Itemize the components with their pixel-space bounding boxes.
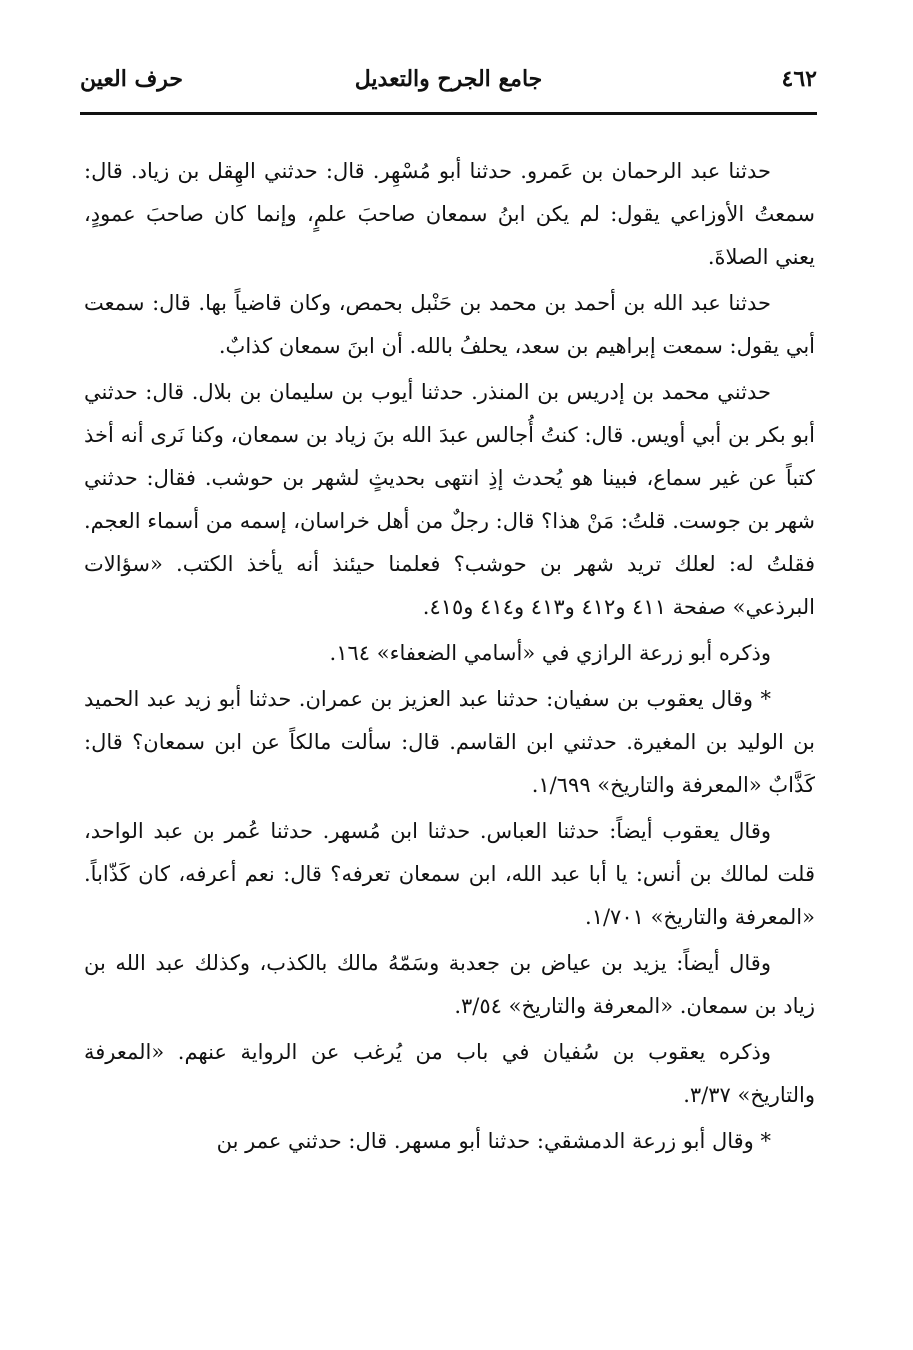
paragraph: * وقال يعقوب بن سفيان: حدثنا عبد العزيز بن عمران. حدثنا أبو زيد عبد الحميد بن الوليد بن المغيرة. حدثني ابن القاسم. قال: سألت مالكاً عن ابن سمعان؟ قال: كَذَّابٌ «المعرفة والتاريخ» ١/٦٩٩. — [84, 687, 815, 797]
paragraph: وقال أيضاً: يزيد بن عياض بن جعدبة وسَمّهُ مالك بالكذب، وكذلك عبد الله بن زياد بن سمعان. «المعرفة والتاريخ» ٣/٥٤. — [84, 951, 815, 1018]
header-rule — [80, 112, 817, 115]
paragraph: وذكره أبو زرعة الرازي في «أسامي الضعفاء» ١٦٤. — [329, 641, 771, 665]
paragraph: حدثنا عبد الله بن أحمد بن محمد بن حَنْبل بحمص، وكان قاضياً بها. قال: سمعت أبي يقول: سمعت إبراهيم بن سعد، يحلفُ بالله. أن ابنَ سمعان كذابٌ. — [84, 291, 815, 358]
paragraph: حدثني محمد بن إدريس بن المنذر. حدثنا أيوب بن سليمان بن بلال. قال: حدثني أبو بكر بن أبي أويس. قال: كنتُ أُجالس عبدَ الله بنَ زياد بن سمعان، وكنا نَرى أنه أخذ كتباً عن غير سماع، فبينا هو يُحدث إذِ انتهى بحديثٍ لشهر بن حوشب. فقال: حدثني شهر بن جوست. قلتُ: مَنْ هذا؟ قال: رجلٌ من أهل خراسان، إسمه من أسماء العجم. فقلتُ له: لعلك تريد شهر بن حوشب؟ فعلمنا حيئنذ أنه يأخذ الكتب. «سؤالات البرذعي» صفحة ٤١١ و٤١٢ و٤١٣ و٤١٤ و٤١٥. — [84, 380, 815, 619]
section-title: حرف العين — [80, 66, 184, 92]
page-number: ٤٦٢ — [781, 66, 817, 92]
paragraph: حدثنا عبد الرحمان بن عَمرو. حدثنا أبو مُسْهِر. قال: حدثني الهِقل بن زياد. قال: سمعتُ الأوزاعي يقول: لم يكن ابنُ سمعان صاحبَ علمٍ، وإنما كان صاحبَ عمودٍ، يعني الصلاةَ. — [84, 159, 815, 269]
paragraph: وذكره يعقوب بن سُفيان في باب من يُرغب عن الرواية عنهم. «المعرفة والتاريخ» ٣/٣٧. — [84, 1040, 815, 1107]
page-header — [80, 58, 817, 110]
body-text — [84, 150, 815, 1310]
paragraph: * وقال أبو زرعة الدمشقي: حدثنا أبو مسهر. قال: حدثني عمر بن — [216, 1129, 771, 1153]
paragraph: وقال يعقوب أيضاً: حدثنا العباس. حدثنا ابن مُسهر. حدثنا عُمر بن عبد الواحد، قلت لمالك بن أنس: يا أبا عبد الله، ابن سمعان تعرفه؟ قال: نعم أعرفه، كان كَذّاباً. «المعرفة والتاريخ» ١/٧٠١. — [84, 819, 815, 929]
book-title: جامع الجرح والتعديل — [354, 66, 543, 92]
